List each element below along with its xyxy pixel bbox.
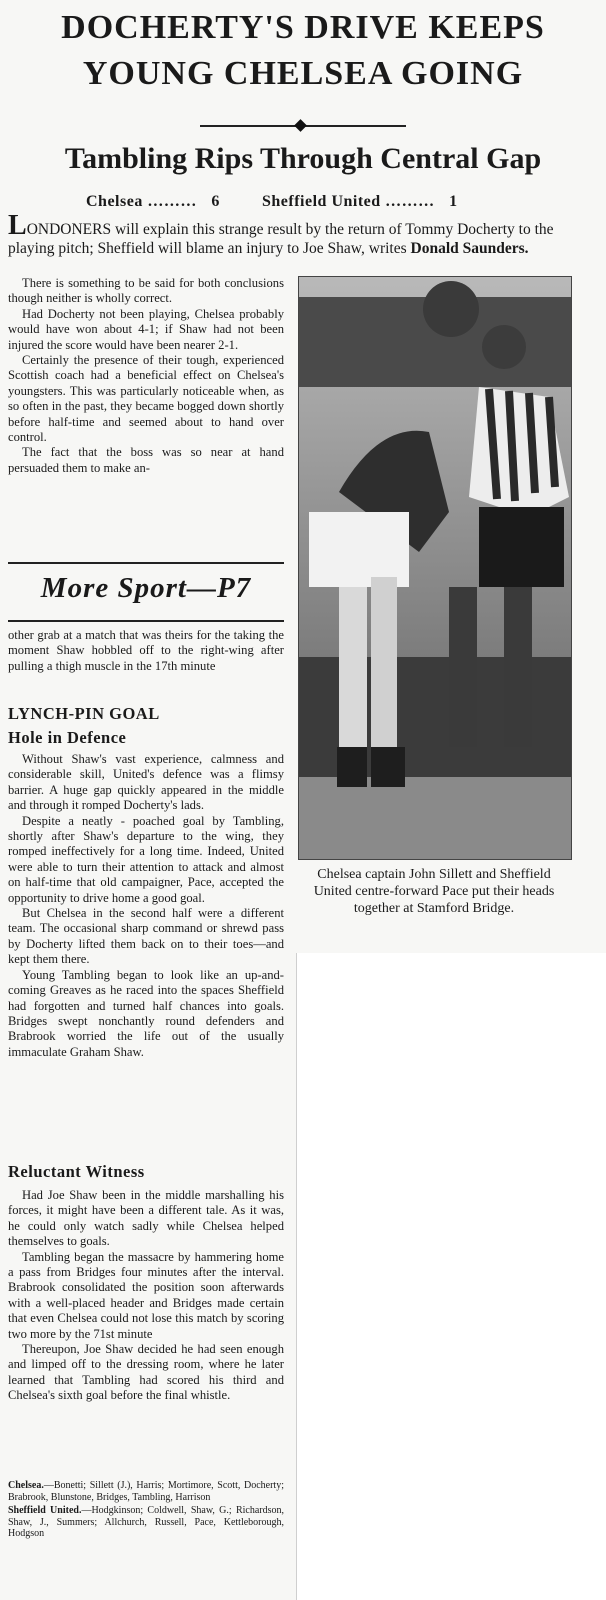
sheffield-players: —Hodgkinson; Coldwell, Shaw, G.; Richardson, Shaw, J., Summers; Allchurch, Russell, Pace, Kettleborough, Hodgson [8, 1505, 284, 1539]
paragraph: Despite a neatly - poached goal by Tambling, shortly after Shaw's departure to the wing, they romped ineffectively for a long time. Indeed, United were able to turn their attention to attack and almost on half-time that old campaigner, Pace, accepted the opportunity to drive home a good goal. [8, 813, 284, 905]
away-dots: ……… [385, 193, 435, 210]
paragraph: Certainly the presence of their tough, experienced Scottish coach had a beneficial effect on Chelsea's youngsters. This was particularly noticeable when, as so often in the past, they became bogged down shortly before half-time and seemed about to hand over control. [8, 353, 284, 445]
photo-caption: Chelsea captain John Sillett and Sheffield United centre-forward Pace put their heads together at Stamford Bridge. [313, 867, 555, 916]
drop-cap: L [8, 210, 27, 241]
paragraph: Thereupon, Joe Shaw decided he had seen enough and limped off to the dressing room, where he later learned that Tambling had scored his third and Chelsea's sixth goal before the final whistle. [8, 1342, 284, 1403]
body-continued [8, 628, 284, 674]
paragraph: Tambling began the massacre by hammering home a pass from Bridges four minutes after the interval. Brabrook consolidated the position soon afterwards with a well-placed header and Bridges made certain that even Chelsea could not lose this match by scoring two more by the 71st minute [8, 1249, 284, 1341]
paragraph: Without Shaw's vast experience, calmness and considerable skill, United's defence was a flimsy barrier. A huge gap quickly appeared in the middle and through it romped Docherty's lads. [8, 752, 284, 813]
sheffield-label: Sheffield United. [8, 1505, 82, 1516]
body-column-middle [8, 752, 284, 1060]
heading-lynch-pin-goal: LYNCH-PIN GOAL [8, 704, 160, 723]
sheffield-lineup [8, 1505, 284, 1540]
blank-area [297, 953, 606, 1600]
heading-reluctant-witness: Reluctant Witness [8, 1162, 145, 1181]
paragraph: other grab at a match that was theirs for the taking the moment Shaw hobbled off to the right-wing after pulling a thigh muscle in the 17th minute [8, 628, 284, 673]
rule-bottom [8, 620, 284, 622]
paragraph: Had Docherty not been playing, Chelsea probably would have won about 4-1; if Shaw had not been injured the score would have been nearer 2-1. [8, 306, 284, 352]
intro-text: ONDONERS will explain this strange result by the return of Tommy Docherty to the playing pitch; Sheffield will blame an injury to Joe Shaw, writes [8, 221, 554, 257]
home-team: Chelsea [86, 193, 143, 210]
home-score: 6 [211, 193, 220, 210]
body-column-end [8, 1188, 284, 1404]
away-team: Sheffield United [262, 193, 381, 210]
home-dots: ……… [147, 193, 197, 210]
intro-paragraph [8, 210, 598, 258]
away-score: 1 [449, 193, 458, 210]
headline-line-2: YOUNG CHELSEA GOING [82, 55, 524, 92]
subheadline: Tambling Rips Through Central Gap [64, 142, 542, 175]
body-column-top [8, 276, 284, 476]
more-sport-reference: More Sport—P7 [40, 572, 252, 604]
paragraph: There is something to be said for both conclusions though neither is wholly correct. [8, 276, 284, 306]
chelsea-lineup [8, 1480, 284, 1503]
heading-hole-in-defence: Hole in Defence [8, 728, 127, 747]
photo-illustration [299, 277, 571, 859]
paragraph: Had Joe Shaw been in the middle marshalling his forces, it might have been a different tale. As it was, he could only watch sadly while Chelsea helped themselves to goals. [8, 1188, 284, 1249]
match-photo [298, 276, 572, 860]
score-home [86, 193, 220, 211]
score-away [262, 193, 458, 211]
team-lineups [8, 1480, 284, 1540]
rule-top [8, 562, 284, 564]
paragraph: But Chelsea in the second half were a different team. The occasional sharp command or shrewd pass by Docherty lifted them back on to their toes—and kept them there. [8, 906, 284, 967]
paragraph: Young Tambling began to look like an up-and-coming Greaves as he raced into the spaces Sheffield had forgotten and turned half chances into goals. Bridges swept nonchantly round defenders and Brabrook worried the life out of the usually immaculate Graham Shaw. [8, 967, 284, 1059]
chelsea-players: —Bonetti; Sillett (J.), Harris; Mortimore, Scott, Docherty; Brabrook, Blunstone, Bridges, Tambling, Harrison [8, 1480, 284, 1503]
paragraph: The fact that the boss was so near at hand persuaded them to make an- [8, 445, 284, 475]
author-byline: Donald Saunders. [410, 240, 529, 257]
chelsea-label: Chelsea. [8, 1480, 44, 1491]
headline-line-1: DOCHERTY'S DRIVE KEEPS [61, 9, 545, 46]
